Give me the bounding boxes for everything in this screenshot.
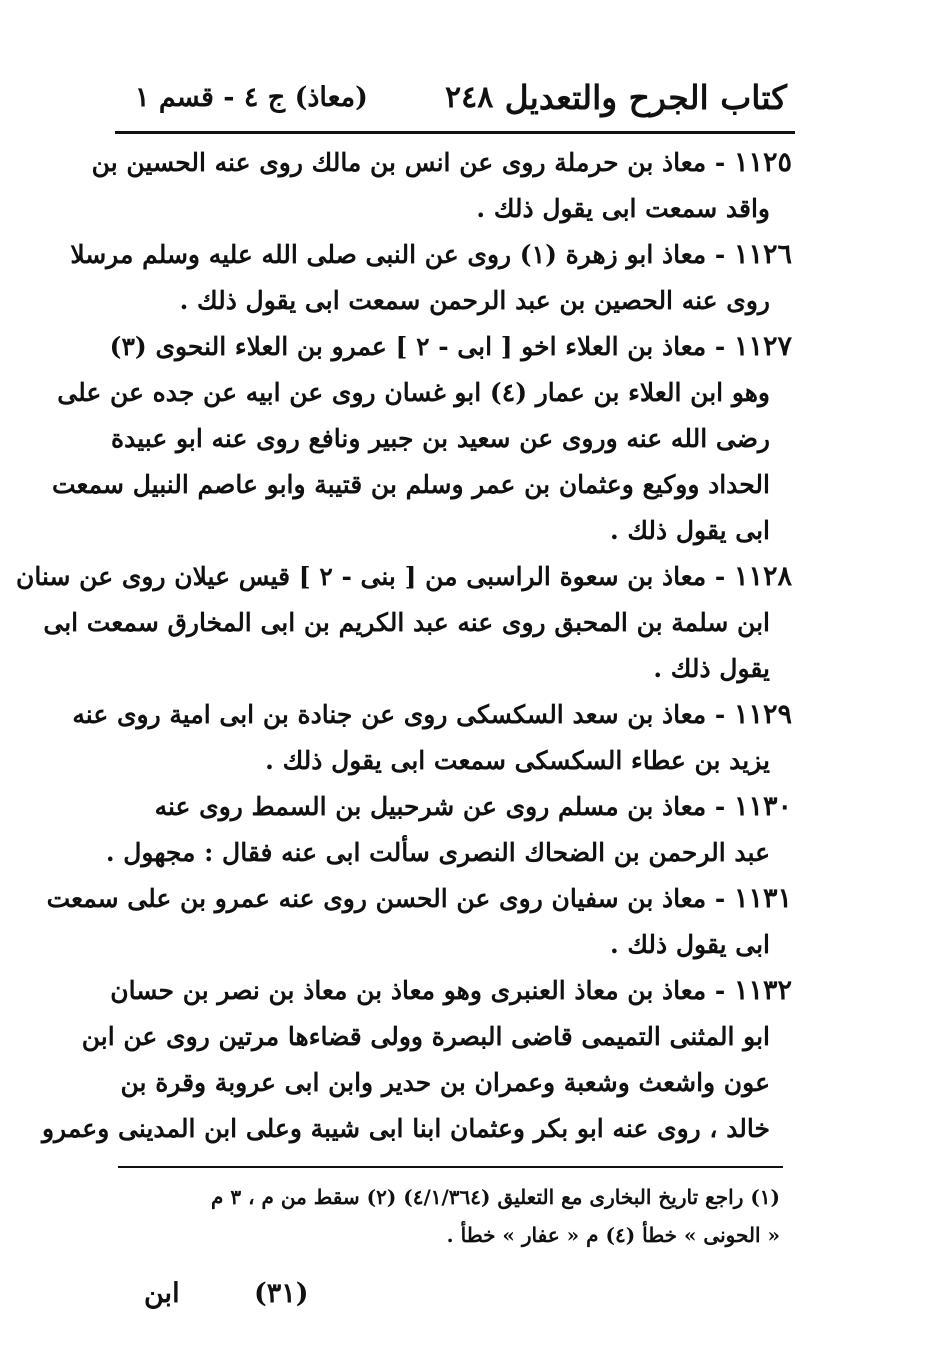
entry-line: ١١٢٥ - معاذ بن حرملة روى عن انس بن مالك روى عنه الحسين بن xyxy=(91,147,792,178)
entry-number: ١١٢٨ xyxy=(733,561,792,592)
entry-1127 xyxy=(52,324,792,554)
entry-1126 xyxy=(70,232,792,324)
signature-mark: (٣١) xyxy=(254,1278,309,1309)
entry-line: عون واشعث وشعبة وعمران بن حدير وابن ابى عروبة وقرة بن xyxy=(120,1068,770,1097)
entry-line: ١١٣١ - معاذ بن سفيان روى عن الحسن روى عنه عمرو بن على سمعت xyxy=(46,883,792,914)
entry-line: وهو ابن العلاء بن عمار (٤) ابو غسان روى عن ابيه عن جده عن على xyxy=(57,378,770,407)
entry-line: خالد ، روى عنه ابو بكر وعثمان ابنا ابى شيبة وعلى ابن المدينى وعمرو xyxy=(41,1114,770,1143)
entry-line: ١١٢٩ - معاذ بن سعد السكسكى روى عن جنادة بن ابى امية روى عنه xyxy=(72,699,792,730)
entry-text: معاذ ابو زهرة (١) روى عن النبى صلى الله عليه وسلم مرسلا xyxy=(70,240,707,269)
entry-line: ١١٢٦ - معاذ ابو زهرة (١) روى عن النبى صلى الله عليه وسلم مرسلا xyxy=(70,239,792,270)
entry-1129 xyxy=(72,692,792,784)
entry-number: ١١٢٥ xyxy=(733,147,792,178)
entry-text: معاذ بن العلاء اخو [ ابى - ٢ ] عمرو بن العلاء النحوى (٣) xyxy=(109,332,707,361)
page-number: ٢٤٨ xyxy=(445,80,494,115)
entry-text: معاذ بن معاذ العنبرى وهو معاذ بن معاذ بن نصر بن حسان xyxy=(110,976,707,1005)
entry-line: ١١٢٧ - معاذ بن العلاء اخو [ ابى - ٢ ] عمرو بن العلاء النحوى (٣) xyxy=(109,331,792,362)
entry-line: روى عنه الحصين بن عبد الرحمن سمعت ابى يقول ذلك . xyxy=(179,286,770,315)
entry-line: واقد سمعت ابى يقول ذلك . xyxy=(476,194,770,223)
entry-line: الحداد ووكيع وعثمان بن عمر وسلم بن قتيبة وابو عاصم النبيل سمعت xyxy=(52,470,770,499)
entry-line: رضى الله عنه وروى عن سعيد بن جبير ونافع روى عنه ابو عبيدة xyxy=(111,424,770,453)
entry-line: يزيد بن عطاء السكسكى سمعت ابى يقول ذلك . xyxy=(265,746,770,775)
entry-number: ١١٣٢ xyxy=(733,975,792,1006)
entry-number: ١١٢٩ xyxy=(733,699,792,730)
entry-number: ١١٢٧ xyxy=(733,331,792,362)
footnotes xyxy=(120,1178,780,1254)
page-header xyxy=(115,72,795,128)
entry-line: ابى يقول ذلك . xyxy=(609,930,770,959)
entry-number: ١١٣٠ xyxy=(733,791,792,822)
entry-text: معاذ بن حرملة روى عن انس بن مالك روى عنه الحسين بن xyxy=(91,148,707,177)
entry-line: ١١٣٠ - معاذ بن مسلم روى عن شرحبيل بن السمط روى عنه xyxy=(154,791,792,822)
entry-line: عبد الرحمن بن الضحاك النصرى سألت ابى عنه فقال : مجهول . xyxy=(105,838,770,867)
footnote-line: « الحونى » خطأ (٤) م « عفار » خطأ . xyxy=(446,1223,780,1247)
entry-number: ١١٣١ xyxy=(733,883,792,914)
entry-1128 xyxy=(16,554,792,692)
entry-line: ابى يقول ذلك . xyxy=(609,516,770,545)
entry-text: معاذ بن مسلم روى عن شرحبيل بن السمط روى عنه xyxy=(154,792,707,821)
entry-line: ابو المثنى التميمى قاضى البصرة وولى قضاءها مرتين روى عن ابن xyxy=(81,1022,770,1051)
section-label: (معاذ) ج ٤ - قسم ١ xyxy=(135,82,368,113)
entries-list xyxy=(16,140,792,1152)
entry-1130 xyxy=(105,784,792,876)
book-title: كتاب الجرح والتعديل xyxy=(504,78,787,117)
entry-line: ١١٣٢ - معاذ بن معاذ العنبرى وهو معاذ بن معاذ بن نصر بن حسان xyxy=(110,975,792,1006)
entry-1125 xyxy=(91,140,792,232)
entry-line: ابن سلمة بن المحبق روى عنه عبد الكريم بن ابى المخارق سمعت ابى xyxy=(43,608,770,637)
catchword: ابن xyxy=(144,1278,180,1309)
footnote-line: (١) راجع تاريخ البخارى مع التعليق (٤/١/٣٦٤) (٢) سقط من م ، ٣ م xyxy=(211,1185,780,1209)
entry-line: يقول ذلك . xyxy=(653,654,770,683)
entry-line: ١١٢٨ - معاذ بن سعوة الراسبى من [ بنى - ٢ ] قيس عيلان روى عن سنان xyxy=(16,561,792,592)
footnote-divider xyxy=(118,1166,783,1168)
entry-1131 xyxy=(46,876,792,968)
entry-text: معاذ بن سعد السكسكى روى عن جنادة بن ابى امية روى عنه xyxy=(72,700,707,729)
entry-number: ١١٢٦ xyxy=(733,239,792,270)
header-divider xyxy=(115,131,795,134)
entry-text: معاذ بن سعوة الراسبى من [ بنى - ٢ ] قيس عيلان روى عن سنان xyxy=(16,562,707,591)
entry-text: معاذ بن سفيان روى عن الحسن روى عنه عمرو بن على سمعت xyxy=(46,884,707,913)
entry-1132 xyxy=(41,968,792,1152)
